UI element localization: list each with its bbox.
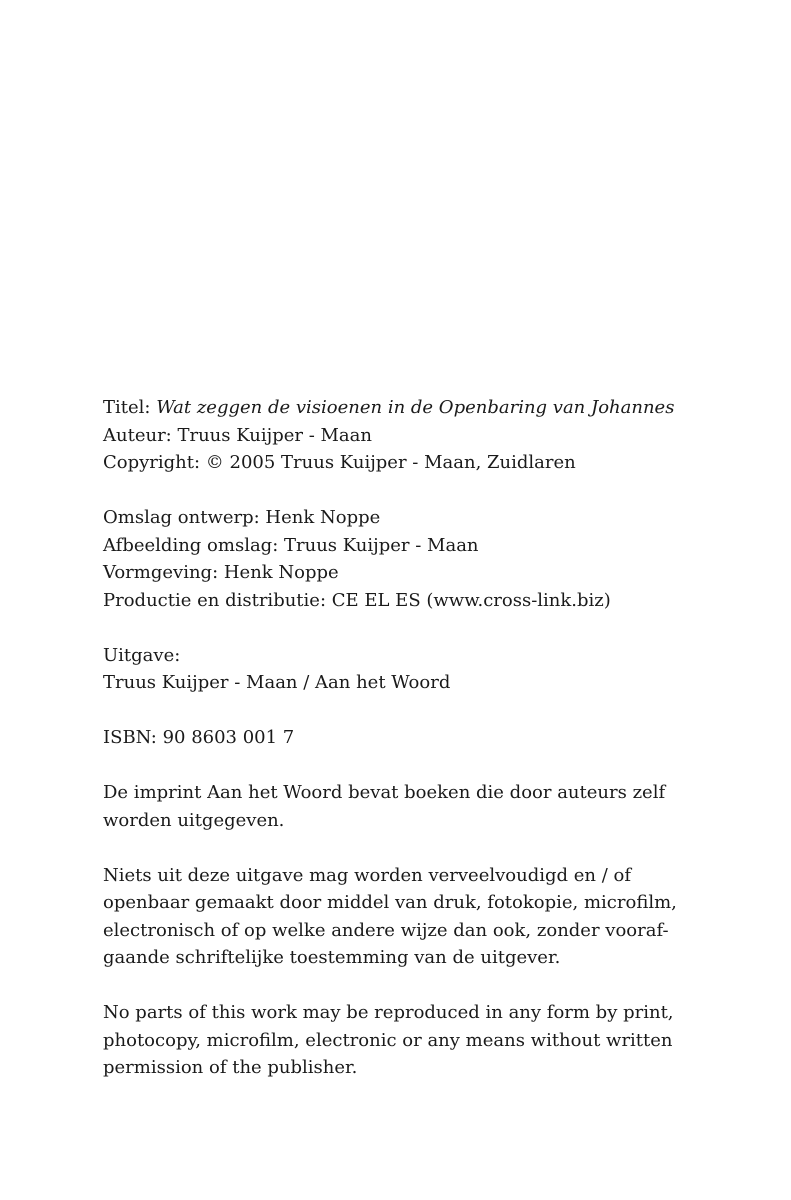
author-line: Auteur: Truus Kuijper - Maan	[103, 424, 372, 446]
layout-line: Vormgeving: Henk Noppe	[103, 562, 339, 583]
rights-dutch-section	[103, 862, 743, 972]
rights-nl-line: openbaar gemaakt door middel van druk, fotokopie, microfilm,	[103, 892, 677, 913]
cover-image-line: Afbeelding omslag: Truus Kuijper - Maan	[103, 534, 479, 556]
credits-section	[103, 504, 743, 614]
imprint-note-line: De imprint Aan het Woord bevat boeken die door auteurs zelf	[103, 782, 666, 803]
publisher-section	[103, 642, 743, 697]
title-line	[103, 394, 743, 422]
rights-en-line: permission of the publisher.	[103, 1057, 358, 1078]
rights-english-section	[103, 999, 743, 1082]
rights-nl-line: electronisch of op welke andere wijze dan ook, zonder vooraf-	[103, 919, 669, 941]
book-info-section	[103, 394, 743, 477]
cover-design-line: Omslag ontwerp: Henk Noppe	[103, 507, 381, 528]
colophon-text	[103, 394, 743, 1082]
isbn-section	[103, 724, 743, 752]
publisher-name: Truus Kuijper - Maan / Aan het Woord	[103, 672, 451, 693]
copyright-line: Copyright: © 2005 Truus Kuijper - Maan, Zuidlaren	[103, 452, 576, 473]
book-title: Wat zeggen de visioenen in de Openbaring van Johannes	[156, 397, 675, 418]
title-label: Titel:	[103, 397, 157, 418]
rights-en-line: photocopy, microfilm, electronic or any means without written	[103, 1029, 673, 1051]
isbn-line: ISBN: 90 8603 001 7	[103, 727, 295, 748]
rights-en-line: No parts of this work may be reproduced in any form by print,	[103, 1002, 674, 1023]
imprint-note-section	[103, 779, 743, 834]
publisher-label: Uitgave:	[103, 644, 181, 666]
production-line: Productie en distributie: CE EL ES (www.cross-link.biz)	[103, 589, 611, 611]
imprint-note-line: worden uitgegeven.	[103, 809, 285, 831]
rights-nl-line: gaande schriftelijke toestemming van de uitgever.	[103, 947, 561, 968]
rights-nl-line: Niets uit deze uitgave mag worden verveelvoudigd en / of	[103, 864, 632, 886]
